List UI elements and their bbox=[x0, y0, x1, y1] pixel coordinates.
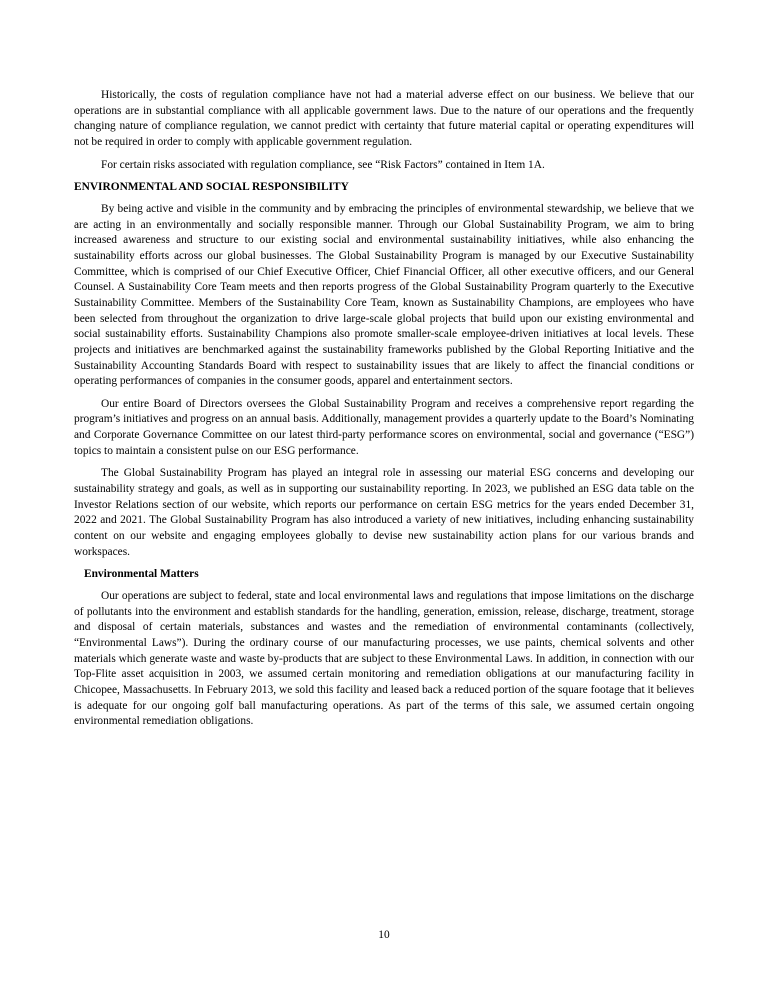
document-page bbox=[74, 88, 694, 737]
page-number: 10 bbox=[378, 929, 390, 941]
section-heading-environmental-social-responsibility: ENVIRONMENTAL AND SOCIAL RESPONSIBILITY bbox=[74, 181, 349, 194]
paragraph-risk-factors-reference: For certain risks associated with regulation compliance, see “Risk Factors” contained in Item 1A. bbox=[101, 158, 545, 171]
paragraph-regulation-compliance: Historically, the costs of regulation compliance have not had a material adverse effect on our business. We believe that our operations are in substantial compliance with all applicable government laws. Due to the nature of our operations and the frequently changing nature of compliance regulation, we cannot predict with certainty that future material capital or operating expenditures will not be required in order to comply with applicable government regulation. bbox=[74, 89, 694, 148]
paragraph-environmental-laws: Our operations are subject to federal, state and local environmental laws and regulations that impose limitations on the discharge of pollutants into the environment and establish standards for the handling, generation, emission, release, discharge, treatment, storage and disposal of certain materials, substances and wastes and the remediation of environmental contaminants (collectively, “Environmental Laws”). During the ordinary course of our manufacturing processes, we use paints, chemical solvents and other materials which generate waste and waste by-products that are subject to these Environmental Laws. In addition, in connection with our Top-Flite asset acquisition in 2003, we assumed certain monitoring and remediation obligations at our manufacturing facility in Chicopee, Massachusetts. In February 2013, we sold this facility and leased back a reduced portion of the square footage that it believes is adequate for our ongoing golf ball manufacturing operations. As part of the terms of this sale, we assumed certain ongoing environmental remediation obligations. bbox=[74, 590, 694, 728]
paragraph-esg-reporting: The Global Sustainability Program has played an integral role in assessing our material ESG concerns and developing our sustainability strategy and goals, as well as in supporting our sustainability reporting. In 2023, we published an ESG data table on the Investor Relations section of our website, which reports our performance on certain ESG metrics for the years ended December 31, 2022 and 2021. The Global Sustainability Program has also introduced a variety of new initiatives, including enhancing sustainability content on our website and engaging employees globally to devise new sustainability action plans for our various brands and workspaces. bbox=[74, 467, 694, 558]
paragraph-board-oversight: Our entire Board of Directors oversees the Global Sustainability Program and receives a comprehensive report regarding the program’s initiatives and progress on an annual basis. Additionally, management provides a quarterly update to the Board’s Nominating and Corporate Governance Committee on our latest third-party performance scores on environmental, social and governance (“ESG”) topics to maintain a consistent pulse on our ESG performance. bbox=[74, 397, 694, 457]
subsection-heading-environmental-matters: Environmental Matters bbox=[84, 568, 199, 581]
paragraph-global-sustainability-program: By being active and visible in the community and by embracing the principles of environmental stewardship, we believe that we are acting in an environmentally and socially responsible manner. Through our Global Sustainability Program, we aim to bring increased awareness and structure to our existing social and environmental sustainability initiatives, while also enhancing the sustainability efforts across our global businesses. The Global Sustainability Program is managed by our Executive Sustainability Committee, which is comprised of our Chief Executive Officer, Chief Financial Officer, all other executive officers, and our General Counsel. A Sustainability Core Team meets and then reports progress of the Global Sustainability Program quarterly to the Executive Sustainability Committee. Members of the Sustainability Core Team, known as Sustainability Champions, are employees who have been selected from throughout the organization to drive large-scale global projects that build upon our existing environmental and social sustainability efforts. Sustainability Champions also promote smaller-scale employee-driven initiatives at local levels. These projects and initiatives are benchmarked against the sustainability frameworks published by the Global Reporting Initiative and the Sustainability Accounting Standards Board with respect to sustainability issues that are likely to affect the financial conditions or operating performances of companies in the consumer goods, apparel and entertainment sectors. bbox=[74, 202, 694, 388]
